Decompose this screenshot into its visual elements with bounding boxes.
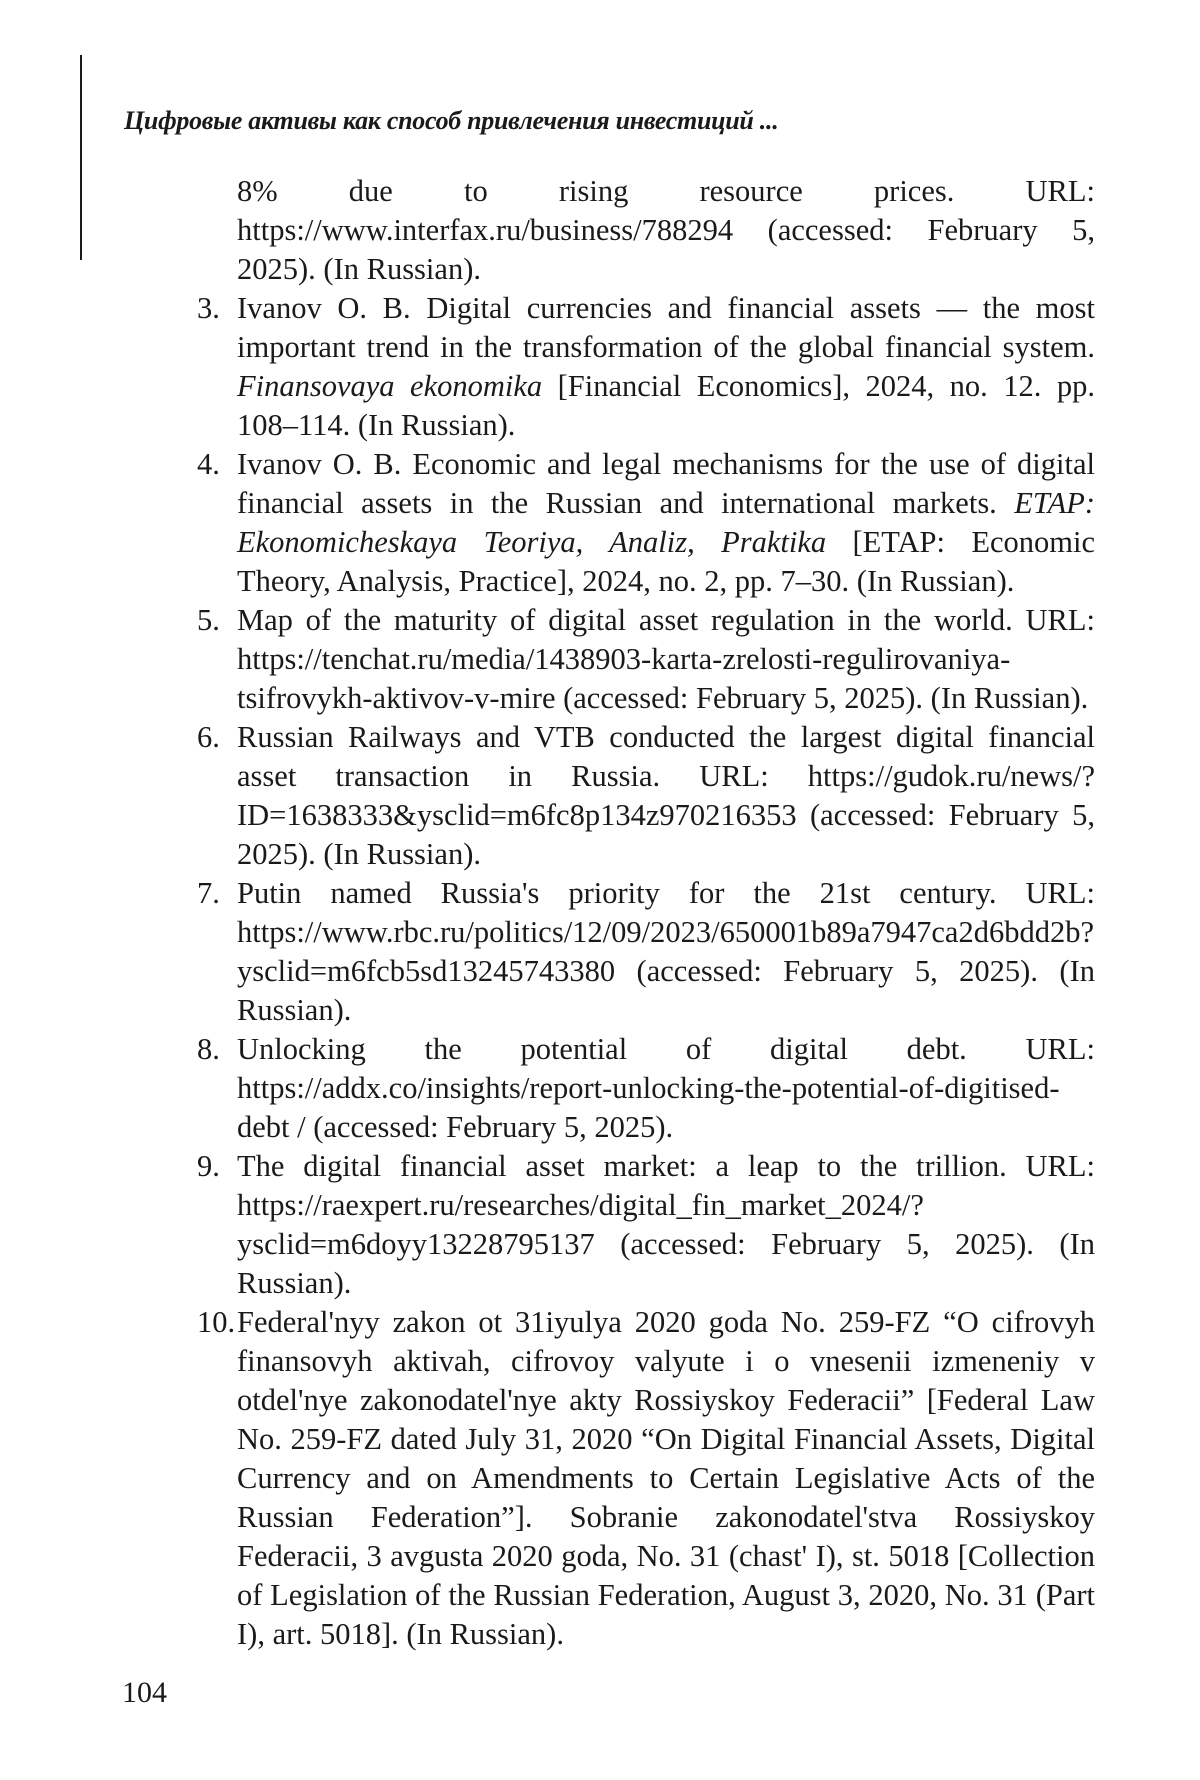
reference-number bbox=[175, 172, 237, 211]
reference-text: Federal'nyy zakon ot 31iyulya 2020 goda No. 259-FZ “O cifrovyh finansovyh aktivah, cifrovoy valyute i o vnesenii izmeneniy v otdel'nye zakonodatel'nye akty Rossiyskoy Federacii” [Federal Law No. 259-FZ dated July 31, 2020 “On Digital Financial Assets, Digital Currency and on Amendments to Certain Legislative Acts of the Russian Federation”]. Sobranie zakonodatel'stva Rossiyskoy Federacii, 3 avgusta 2020 goda, No. 31 (chast' I), st. 5018 [Collection of Legislation of the Russian Federation, August 3, 2020, No. 31 (Part I), art. 5018]. (In Russian). bbox=[237, 1303, 1095, 1654]
reference-number: 3. bbox=[175, 289, 237, 328]
reference-text: Russian Railways and VTB conducted the largest digital financial asset transaction in Russia. URL: https://gudok.ru/news/? ID=1638333&ysclid=m6fc8p134z970216353 (accessed: February 5, 2025). (In Russian). bbox=[237, 718, 1095, 874]
reference-text: Putin named Russia's priority for the 21st century. URL: https://www.rbc.ru/politics/12/09/2023/650001b89a7947ca2d6bdd2b?ysclid=m6fcb5sd13245743380 (accessed: February 5, 2025). (In Russian). bbox=[237, 874, 1095, 1030]
journal-title: Finansovaya ekonomika bbox=[237, 369, 542, 403]
reference-text: Ivanov O. B. Digital currencies and financial assets — the most important trend in the transformation of the global financial system. Finansovaya ekonomika [Financial Economics], 2024, no. 12. pp. 108–114. (In Russian). bbox=[237, 289, 1095, 445]
reference-text: Ivanov O. B. Economic and legal mechanisms for the use of digital financial assets in the Russian and international markets. ETAP: Ekonomicheskaya Teoriya, Analiz, Praktika [ETAP: Economic Theory, Analysis, Practice], 2024, no. 2, pp. 7–30. (In Russian). bbox=[237, 445, 1095, 601]
journal-title: ETAP: Ekonomicheskaya Teoriya, Analiz, Praktika bbox=[237, 486, 1095, 559]
reference-text: Map of the maturity of digital asset regulation in the world. URL: https://tenchat.ru/media/1438903-karta-zrelosti-regulirovaniya-tsifrovykh-aktivov-v-mire (accessed: February 5, 2025). (In Russian). bbox=[237, 601, 1095, 718]
reference-text: 8% due to rising resource prices. URL: https://www.interfax.ru/business/788294 (accessed: February 5, 2025). (In Russian). bbox=[237, 172, 1095, 289]
reference-item-5 bbox=[175, 601, 1095, 718]
reference-item-3 bbox=[175, 289, 1095, 445]
reference-number: 9. bbox=[175, 1147, 237, 1186]
reference-list bbox=[175, 172, 1095, 1654]
reference-item-10 bbox=[175, 1303, 1095, 1654]
reference-number: 4. bbox=[175, 445, 237, 484]
margin-rule bbox=[80, 55, 82, 260]
reference-item-8 bbox=[175, 1030, 1095, 1147]
reference-item-4 bbox=[175, 445, 1095, 601]
reference-number: 8. bbox=[175, 1030, 237, 1069]
reference-number: 10. bbox=[175, 1303, 237, 1342]
reference-number: 6. bbox=[175, 718, 237, 757]
reference-text: Unlocking the potential of digital debt. URL: https://addx.co/insights/report-unlocking-the-potential-of-digitised-debt / (accessed: February 5, 2025). bbox=[237, 1030, 1095, 1147]
reference-number: 7. bbox=[175, 874, 237, 913]
reference-item-6 bbox=[175, 718, 1095, 874]
page-number: 104 bbox=[122, 1676, 167, 1710]
reference-item-7 bbox=[175, 874, 1095, 1030]
reference-item-9 bbox=[175, 1147, 1095, 1303]
reference-item-2-continued bbox=[175, 172, 1095, 289]
reference-number: 5. bbox=[175, 601, 237, 640]
running-head-title: Цифровые активы как способ привлечения инвестиций ... bbox=[124, 106, 778, 136]
reference-text: The digital financial asset market: a leap to the trillion. URL: https://raexpert.ru/researches/digital_fin_market_2024/?ysclid=m6doyy13228795137 (accessed: February 5, 2025). (In Russian). bbox=[237, 1147, 1095, 1303]
